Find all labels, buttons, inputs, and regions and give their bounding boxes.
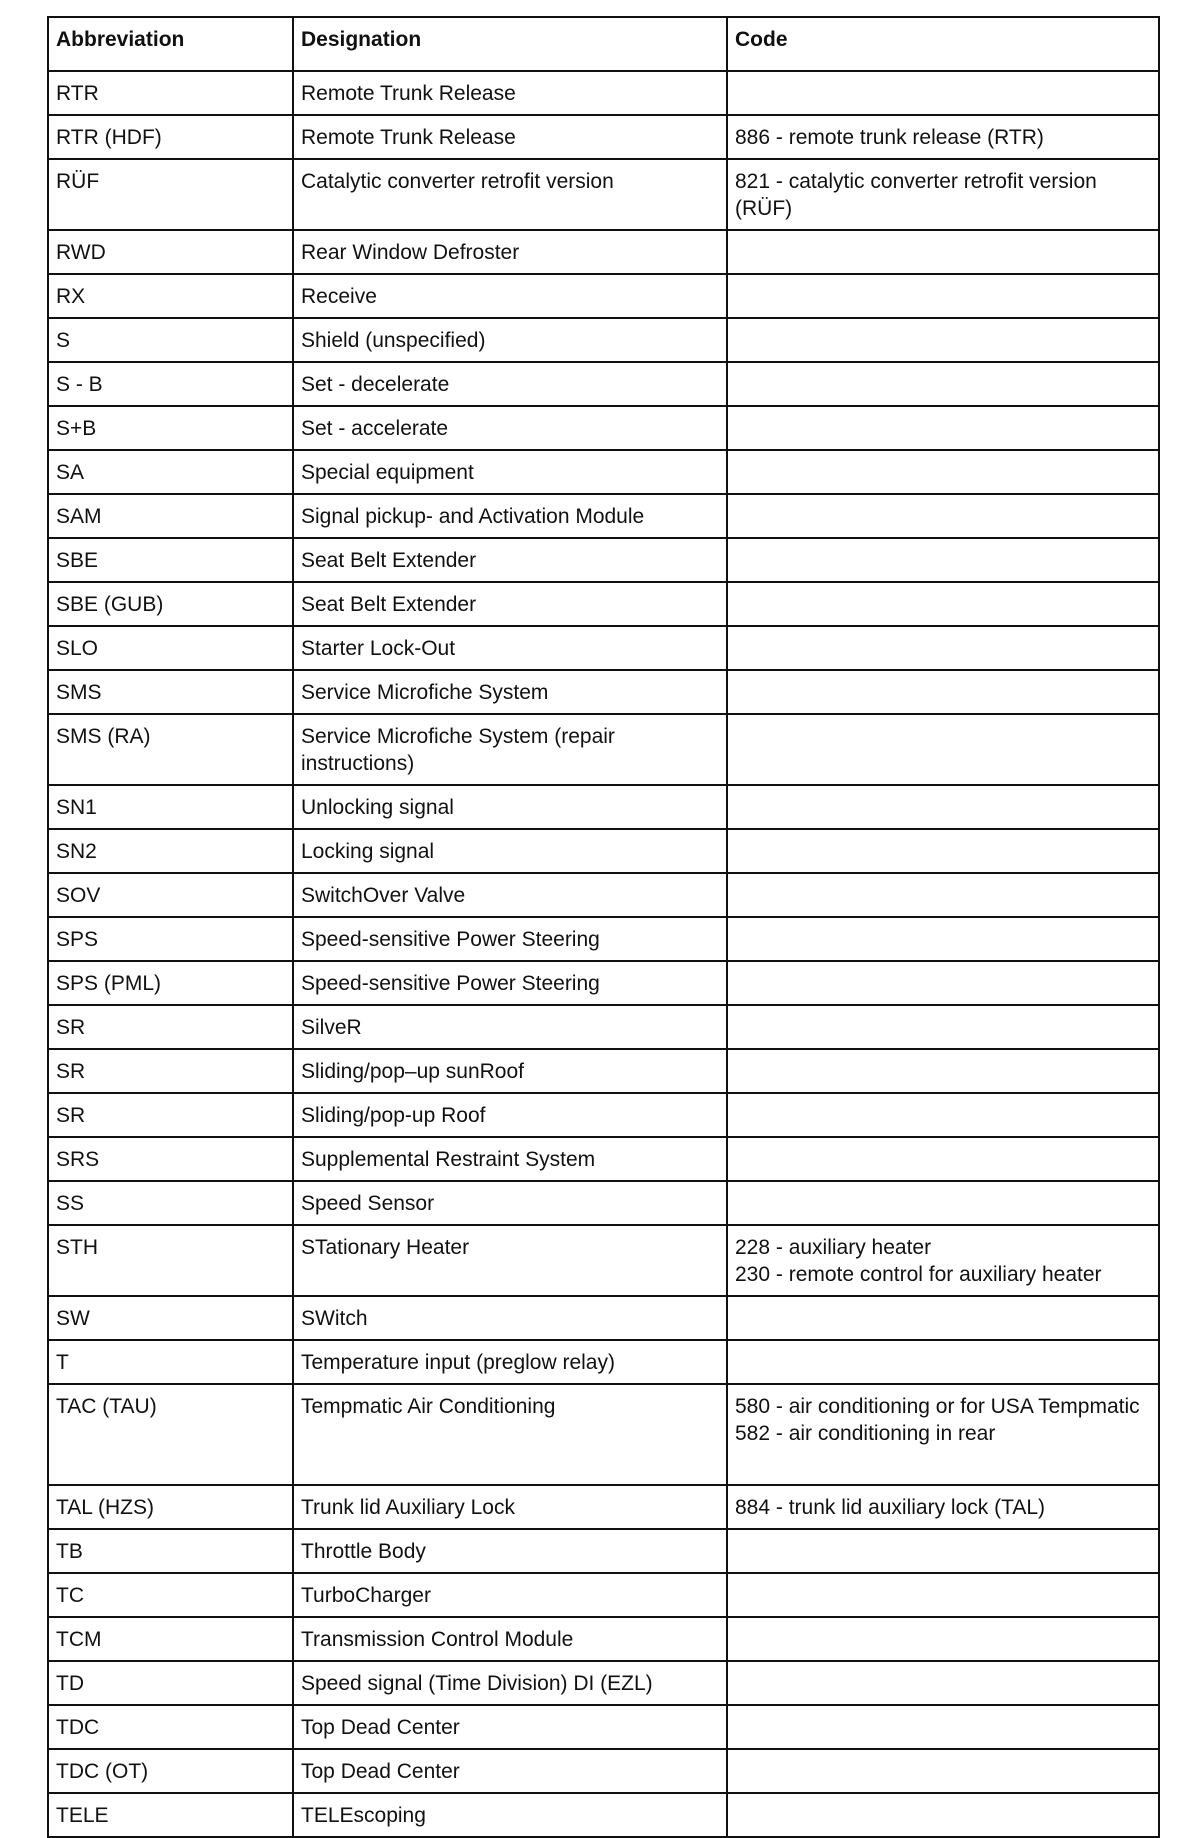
cell-abbreviation: SS (48, 1181, 293, 1225)
cell-code (727, 670, 1159, 714)
cell-abbreviation: SOV (48, 873, 293, 917)
cell-abbreviation: TDC (48, 1705, 293, 1749)
table-row (48, 626, 1159, 670)
table-row (48, 873, 1159, 917)
cell-code (727, 274, 1159, 318)
cell-designation: Remote Trunk Release (293, 115, 727, 159)
table-row (48, 961, 1159, 1005)
table-row (48, 494, 1159, 538)
table-row (48, 115, 1159, 159)
cell-abbreviation: STH (48, 1225, 293, 1296)
cell-code (727, 362, 1159, 406)
cell-abbreviation: SR (48, 1049, 293, 1093)
cell-code (727, 714, 1159, 785)
cell-code (727, 406, 1159, 450)
cell-abbreviation: TD (48, 1661, 293, 1705)
cell-code (727, 785, 1159, 829)
table-row (48, 538, 1159, 582)
cell-abbreviation: TB (48, 1529, 293, 1573)
cell-abbreviation: SAM (48, 494, 293, 538)
cell-designation: Seat Belt Extender (293, 538, 727, 582)
cell-designation: Sliding/pop–up sunRoof (293, 1049, 727, 1093)
cell-abbreviation: TAC (TAU) (48, 1384, 293, 1485)
cell-code (727, 582, 1159, 626)
cell-abbreviation: RWD (48, 230, 293, 274)
cell-designation: Tempmatic Air Conditioning (293, 1384, 727, 1485)
table-row (48, 917, 1159, 961)
cell-designation: Temperature input (preglow relay) (293, 1340, 727, 1384)
cell-abbreviation: TAL (HZS) (48, 1485, 293, 1529)
cell-abbreviation: S+B (48, 406, 293, 450)
table-row (48, 71, 1159, 115)
cell-abbreviation: TELE (48, 1793, 293, 1837)
cell-code: 884 - trunk lid auxiliary lock (TAL) (727, 1485, 1159, 1529)
cell-abbreviation: SN1 (48, 785, 293, 829)
table-row (48, 1005, 1159, 1049)
cell-code (727, 1573, 1159, 1617)
cell-code: 580 - air conditioning or for USA Tempmatic 582 - air conditioning in rear (727, 1384, 1159, 1485)
cell-code (727, 1793, 1159, 1837)
table-row (48, 1049, 1159, 1093)
cell-designation: Catalytic converter retrofit version (293, 159, 727, 230)
header-code: Code (727, 17, 1159, 71)
cell-abbreviation: TCM (48, 1617, 293, 1661)
cell-abbreviation: SR (48, 1005, 293, 1049)
cell-abbreviation: SLO (48, 626, 293, 670)
cell-designation: Seat Belt Extender (293, 582, 727, 626)
cell-abbreviation: SBE (GUB) (48, 582, 293, 626)
cell-designation: Service Microfiche System (293, 670, 727, 714)
header-abbreviation: Abbreviation (48, 17, 293, 71)
cell-designation: Top Dead Center (293, 1749, 727, 1793)
cell-designation: Set - accelerate (293, 406, 727, 450)
cell-code (727, 917, 1159, 961)
cell-designation: Starter Lock-Out (293, 626, 727, 670)
cell-abbreviation: SRS (48, 1137, 293, 1181)
cell-designation: Throttle Body (293, 1529, 727, 1573)
table-row (48, 274, 1159, 318)
cell-abbreviation: SR (48, 1093, 293, 1137)
cell-designation: Transmission Control Module (293, 1617, 727, 1661)
cell-designation: SwitchOver Valve (293, 873, 727, 917)
cell-designation: TurboCharger (293, 1573, 727, 1617)
cell-designation: Special equipment (293, 450, 727, 494)
table-row (48, 1225, 1159, 1296)
cell-abbreviation: T (48, 1340, 293, 1384)
table-row (48, 1296, 1159, 1340)
cell-code (727, 71, 1159, 115)
table-row (48, 1705, 1159, 1749)
table-row (48, 1661, 1159, 1705)
cell-abbreviation: SPS (PML) (48, 961, 293, 1005)
cell-designation: Signal pickup- and Activation Module (293, 494, 727, 538)
table-header-row (48, 17, 1159, 71)
cell-abbreviation: SA (48, 450, 293, 494)
cell-abbreviation: TC (48, 1573, 293, 1617)
cell-code (727, 873, 1159, 917)
cell-designation: Sliding/pop-up Roof (293, 1093, 727, 1137)
cell-abbreviation: SPS (48, 917, 293, 961)
cell-abbreviation: RTR (HDF) (48, 115, 293, 159)
cell-designation: Receive (293, 274, 727, 318)
table-row (48, 582, 1159, 626)
cell-code (727, 230, 1159, 274)
table-row (48, 230, 1159, 274)
table-row (48, 406, 1159, 450)
cell-code: 886 - remote trunk release (RTR) (727, 115, 1159, 159)
cell-abbreviation: RÜF (48, 159, 293, 230)
cell-code (727, 318, 1159, 362)
cell-code (727, 1661, 1159, 1705)
cell-code (727, 1340, 1159, 1384)
cell-code (727, 1093, 1159, 1137)
table-row (48, 1617, 1159, 1661)
cell-designation: Shield (unspecified) (293, 318, 727, 362)
cell-code (727, 1005, 1159, 1049)
cell-abbreviation: SN2 (48, 829, 293, 873)
table-row (48, 1793, 1159, 1837)
cell-designation: STationary Heater (293, 1225, 727, 1296)
cell-designation: Speed Sensor (293, 1181, 727, 1225)
cell-code (727, 1705, 1159, 1749)
cell-code (727, 1749, 1159, 1793)
table-row (48, 1181, 1159, 1225)
cell-code (727, 1529, 1159, 1573)
cell-abbreviation: SMS (RA) (48, 714, 293, 785)
cell-designation: Unlocking signal (293, 785, 727, 829)
cell-code (727, 961, 1159, 1005)
cell-abbreviation: SW (48, 1296, 293, 1340)
cell-code (727, 1049, 1159, 1093)
table-row (48, 362, 1159, 406)
table-row (48, 829, 1159, 873)
table-row (48, 1529, 1159, 1573)
cell-code (727, 494, 1159, 538)
table-row (48, 1749, 1159, 1793)
table-row (48, 670, 1159, 714)
document-page (47, 16, 1158, 1838)
cell-designation: Set - decelerate (293, 362, 727, 406)
cell-abbreviation: S (48, 318, 293, 362)
abbreviation-table (47, 16, 1160, 1838)
cell-code: 821 - catalytic converter retrofit version (RÜF) (727, 159, 1159, 230)
cell-abbreviation: SMS (48, 670, 293, 714)
cell-designation: SilveR (293, 1005, 727, 1049)
cell-code (727, 1137, 1159, 1181)
cell-designation: Remote Trunk Release (293, 71, 727, 115)
table-row (48, 1093, 1159, 1137)
cell-designation: Trunk lid Auxiliary Lock (293, 1485, 727, 1529)
cell-code (727, 538, 1159, 582)
cell-abbreviation: S - B (48, 362, 293, 406)
cell-code (727, 829, 1159, 873)
table-row (48, 714, 1159, 785)
cell-abbreviation: RTR (48, 71, 293, 115)
table-row (48, 1137, 1159, 1181)
table-row (48, 1485, 1159, 1529)
cell-designation: Speed-sensitive Power Steering (293, 961, 727, 1005)
header-designation: Designation (293, 17, 727, 71)
table-row (48, 450, 1159, 494)
cell-designation: Speed signal (Time Division) DI (EZL) (293, 1661, 727, 1705)
cell-code (727, 1296, 1159, 1340)
cell-code (727, 1181, 1159, 1225)
cell-code (727, 450, 1159, 494)
table-row (48, 1384, 1159, 1485)
cell-designation: Rear Window Defroster (293, 230, 727, 274)
table-row (48, 1340, 1159, 1384)
cell-code: 228 - auxiliary heater 230 - remote control for auxiliary heater (727, 1225, 1159, 1296)
table-row (48, 159, 1159, 230)
cell-designation: Supplemental Restraint System (293, 1137, 727, 1181)
table-row (48, 318, 1159, 362)
cell-designation: Locking signal (293, 829, 727, 873)
cell-designation: TELEscoping (293, 1793, 727, 1837)
table-row (48, 785, 1159, 829)
cell-code (727, 1617, 1159, 1661)
cell-abbreviation: SBE (48, 538, 293, 582)
cell-abbreviation: RX (48, 274, 293, 318)
cell-designation: Speed-sensitive Power Steering (293, 917, 727, 961)
cell-abbreviation: TDC (OT) (48, 1749, 293, 1793)
cell-designation: Service Microfiche System (repair instructions) (293, 714, 727, 785)
cell-designation: SWitch (293, 1296, 727, 1340)
table-row (48, 1573, 1159, 1617)
cell-code (727, 626, 1159, 670)
cell-designation: Top Dead Center (293, 1705, 727, 1749)
